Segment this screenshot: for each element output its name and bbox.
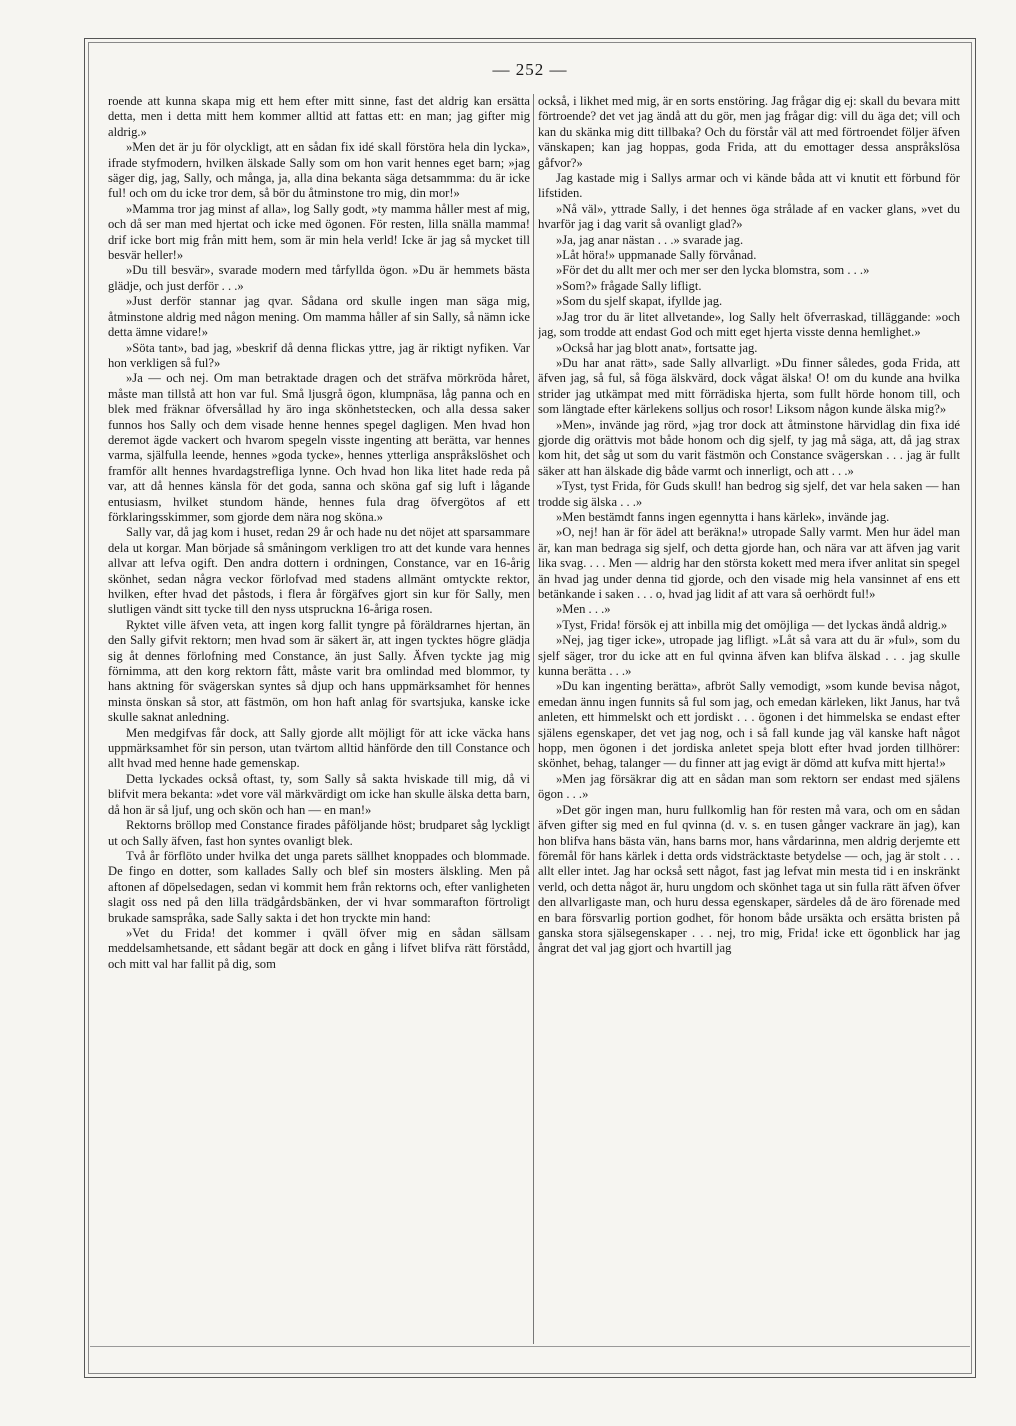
paragraph: »Som?» frågade Sally lifligt. (556, 278, 702, 293)
paragraph: »Tyst, tyst Frida, för Guds skull! han bedrog sig sjelf, det var hela saken — han trodde sig älska . . .» (538, 479, 960, 509)
paragraph: Sally var, då jag kom i huset, redan 29 år och hade nu det nöjet att sparsammare dela ut korgar. Man började så småningom verkligen tro att det kunde vara hennes allvar att lefva ogift. Den andra dottern i ordningen, Constance, var en 16-årig skönhet, sedan några veckor förlofvad med stadens allmänt omtyckte rektor, hvilken, efter hvad det påstods, i flera år förgäfves gjort sin kur för Sally, men slutligen vändt sitt tycke till den nyss utspruckna 16-åriga rosen. (108, 525, 530, 617)
paragraph: »Det gör ingen man, huru fullkomlig han för resten må vara, och om en sådan äfven gifter sig med en ful qvinna (d. v. s. en tusen gånger vackrare än jag), kan hon blifva hans bästa vän, hans barns mor, hans vårdarinna, men aldrig derjemte ett föremål för hans kärlek i detta ords vidsträcktaste betydelse — och, jag är stolt . . . allt eller intet. Jag har också sett något, fast jag lefvat min mesta tid i en inskränkt verld, och detta något är, huru ungdom och skönhet taga ut sin fulla rätt äfven öfver den allvarligaste man, och huru dessa egenskaper, särdeles då de äro förenade med en bara försvarlig portion godhet, för honom både ursäkta och ersätta bristen på ganska stora själsegenskaper . . . nej, tro mig, Frida! icke ett ögonblick har jag ångrat det val jag gjort och hvartill jag (538, 802, 960, 956)
paragraph: »Just derför stannar jag qvar. Sådana ord skulle ingen man säga mig, åtminstone aldrig med någon mening. Om mamma håller af sin Sally, så nämn icke detta ämne vidare!» (108, 294, 530, 340)
paragraph: Detta lyckades också oftast, ty, som Sally så sakta hviskade till mig, då vi blifvit mera bekanta: »det vore väl märkvärdigt om icke han skulle älska detta barn, då hon är så ljuf, ung och skön och han — en man!» (108, 771, 530, 817)
paragraph: Men medgifvas får dock, att Sally gjorde allt möjligt för att icke väcka hans uppmärksamhet för sin person, utan tvärtom alltid hänförde den till Constance och allt hvad med henne hade gemenskap. (108, 725, 530, 771)
paragraph: »Nå väl», yttrade Sally, i det hennes öga strålade af en vacker glans, »vet du hvarför jag i dag varit så ovanligt glad?» (538, 201, 960, 232)
bottom-rule (90, 1346, 970, 1347)
paragraph: »Men bestämdt fanns ingen egennytta i hans kärlek», invände jag. (556, 509, 890, 524)
left-text-column (108, 94, 530, 1344)
paragraph: roende att kunna skapa mig ett hem efter mitt sinne, fast det aldrig kan ersätta detta, men i detta mitt hem kommer alltid att fattas ett: en man; jag gifter mig aldrig.» (108, 94, 530, 139)
column-divider (533, 94, 534, 1344)
paragraph: »Vet du Frida! det kommer i qväll öfver mig en sådan sällsam meddelsamhetsande, ett sådant begär att dock en gång i lifvet blifva rätt förstådd, och mitt val har fallit på dig, som (108, 925, 530, 971)
paragraph: »Nej, jag tiger icke», utropade jag lifligt. »Låt så vara att du är »ful», som du sjelf säger, tror du icke att en ful qvinna äfven kan blifva älskad . . . jag skulle kunna berätta . . .» (538, 633, 960, 679)
paragraph: Rektorns bröllop med Constance firades påföljande höst; brudparet såg lyckligt ut och Sally äfven, fast hon syntes ovanligt blek. (108, 818, 530, 848)
right-text-column (538, 94, 960, 1344)
paragraph: »Låt höra!» uppmanade Sally förvånad. (556, 248, 757, 263)
paragraph: »Men jag försäkrar dig att en sådan man som rektorn ser endast med själens ögon . . .» (538, 771, 960, 802)
paragraph: »O, nej! han är för ädel att beräkna!» utropade Sally varmt. Men hur ädel man är, kan man bedraga sig sjelf, och detta gjorde han, och nära var att äfven jag varit lika svag. . . . Men — aldrig har den största kokett med mera ifver anlitat sin spegel än hvad jag under denna tid gjorde, och den visade mig hela vansinnet af ens ett betänkande i saken . . . o, hvad jag lidit af att vara så oerhördt ful!» (538, 525, 960, 601)
paragraph: Jag kastade mig i Sallys armar och vi kände båda att vi knutit ett förbund för lifstiden. (538, 171, 960, 201)
paragraph: »Tyst, Frida! försök ej att inbilla mig det omöjliga — det lyckas ändå aldrig.» (556, 617, 948, 632)
paragraph: »Du kan ingenting berätta», afbröt Sally vemodigt, »som kunde bevisa något, emedan ännu ingen funnits så ful som jag, och emedan kärleken, likt Janus, har två anleten, ett himmelskt och ett jordiskt . . . ögonen i det himmelska se endast efter själens egenskaper, det vet jag nog, och i så fall kunde jag väl kanske haft något hopp, men ögonen i det jordiska anletet speja blott efter hvad jorden tillhörer: skönhet, behag, talanger — du finner att jag evigt är dömd att kufva mitt hjerta!» (538, 679, 960, 771)
paragraph: Två år förflöto under hvilka det unga parets sällhet knoppades och blommade. De fingo en dotter, som kallades Sally och blef sin mosters älskling. Men på aftonen af döpelsedagen, sedan vi kommit hem från rektorns och, efter vanligheten slagit oss ned på den lilla trädgårdsbänken, der vi hvar sommarafton förtroligt brukade samspråka, sade Sally sakta i det hon tryckte min hand: (108, 848, 530, 925)
paragraph: »Men», invände jag rörd, »jag tror dock att åtminstone härvidlag din fixa idé gjorde dig orättvis mot både honom och dig sjelf, ty jag må säga, att, då jag strax kom hit, det såg ut som du varit fästmön och Constance svägerskan . . . jag är fullt säker att han älskade dig både varmt och innerligt, och att . . .» (538, 417, 960, 478)
paragraph: »Mamma tror jag minst af alla», log Sally godt, »ty mamma håller mest af mig, och då ser man med hjertat och icke med ögonen. För resten, lilla snälla mamma! drif icke bort mig från mitt hem, som är min hela verld! Icke är jag så mycket till besvär heller!» (108, 201, 530, 263)
paragraph: »Ja — och nej. Om man betraktade dragen och det sträfva mörkröda håret, måste man tillstå att hon var ful. Små ljusgrå ögon, klumpnäsa, låg panna och en blek med fräknar öfversållad hy äro inga skönhetstecken, och alla dessa saker funnos hos Sally och dem visade henne hennes spegel dagligen. Men hvad hon deremot ägde vackert och hvarom spegeln visste ingenting att berätta, var hennes varma, själfulla leende, hennes »goda tycke», hennes ytterliga anspråkslöshet och framför allt hennes hvardagstrefliga lynne. Och hvad hon lika litet hade reda på var, att då hennes känsla för det goda, sanna och sköna gaf sig luft i lågande entusiasm, hvilket stundom hände, hennes fula drag öfvergötos af ett förklaringsskimmer, som gjorde dem nära nog sköna.» (108, 371, 530, 524)
paragraph: »Jag tror du är litet allvetande», log Sally helt öfverraskad, tilläggande: »och jag, som trodde att endast God och mitt eget hjerta visste denna hemlighet.» (538, 309, 960, 340)
paragraph: »Du till besvär», svarade modern med tårfyllda ögon. »Du är hemmets bästa glädje, och just derför . . .» (108, 263, 530, 293)
paragraph: »Söta tant», bad jag, »beskrif då denna flickas yttre, jag är riktigt nyfiken. Var hon verkligen så ful?» (108, 340, 530, 370)
paragraph: »Men det är ju för olyckligt, att en sådan fix idé skall förstöra hela din lycka», ifrade styfmodern, hvilken älskade Sally som om hon varit hennes eget barn; »jag säger dig, jag, Sally, och många, ja, alla dina bekanta säga detsammma: du är icke ful! och om du icke tror dem, så bör du åtminstone tro mig, din mor!» (108, 140, 530, 201)
page-number: — 252 — (492, 60, 568, 79)
paragraph: »Också har jag blott anat», fortsatte jag. (556, 340, 758, 355)
paragraph: Ryktet ville äfven veta, att ingen korg fallit tyngre på föräldrarnes hjertan, än den Sally gifvit rektorn; men hvad som är säkert är, att ingen tycktes högre glädja sig åt dennes förlofning med Constance, än just Sally. Äfven tyckte jag mig förnimma, att den korg rektorn fått, måste varit bra omlindad med blommor, ty hans aktning för svägerskan syntes så djup och hans uppmärksamhet för hennes minsta önskan så stor, att fästmön, om hon haft anlag för svartsjuka, kanske icke skulle saknat anledning. (108, 617, 530, 725)
paragraph: »Du har anat rätt», sade Sally allvarligt. »Du finner således, goda Frida, att äfven jag, så ful, så föga älskvärd, dock vågat älska! O! om du kunde ana hvilka strider jag utkämpat med mitt förrädiska hjerta, som fullt hörde honom till, och som längtade efter kärlekens solljus och rosor! Liksom någon kunde älska mig?» (538, 355, 960, 417)
paragraph: »Ja, jag anar nästan . . .» svarade jag. (556, 232, 744, 247)
paragraph: »Men . . .» (556, 602, 611, 617)
paragraph: »För det du allt mer och mer ser den lycka blomstra, som . . .» (556, 263, 870, 278)
paragraph: också, i likhet med mig, är en sorts enstöring. Jag frågar dig ej: skall du bevara mitt förtroende? det vet jag ändå att du gör, men jag frågar dig: vill du äga det; vill och kan du skänka mig ditt tillbaka? Och du förstår väl att med förtroendet följer äfven vänskapen; kan jag hoppas, goda Frida, att du emottager dessa anspråkslösa gåfvor?» (538, 94, 960, 170)
paragraph: »Som du sjelf skapat, ifyllde jag. (556, 294, 723, 309)
